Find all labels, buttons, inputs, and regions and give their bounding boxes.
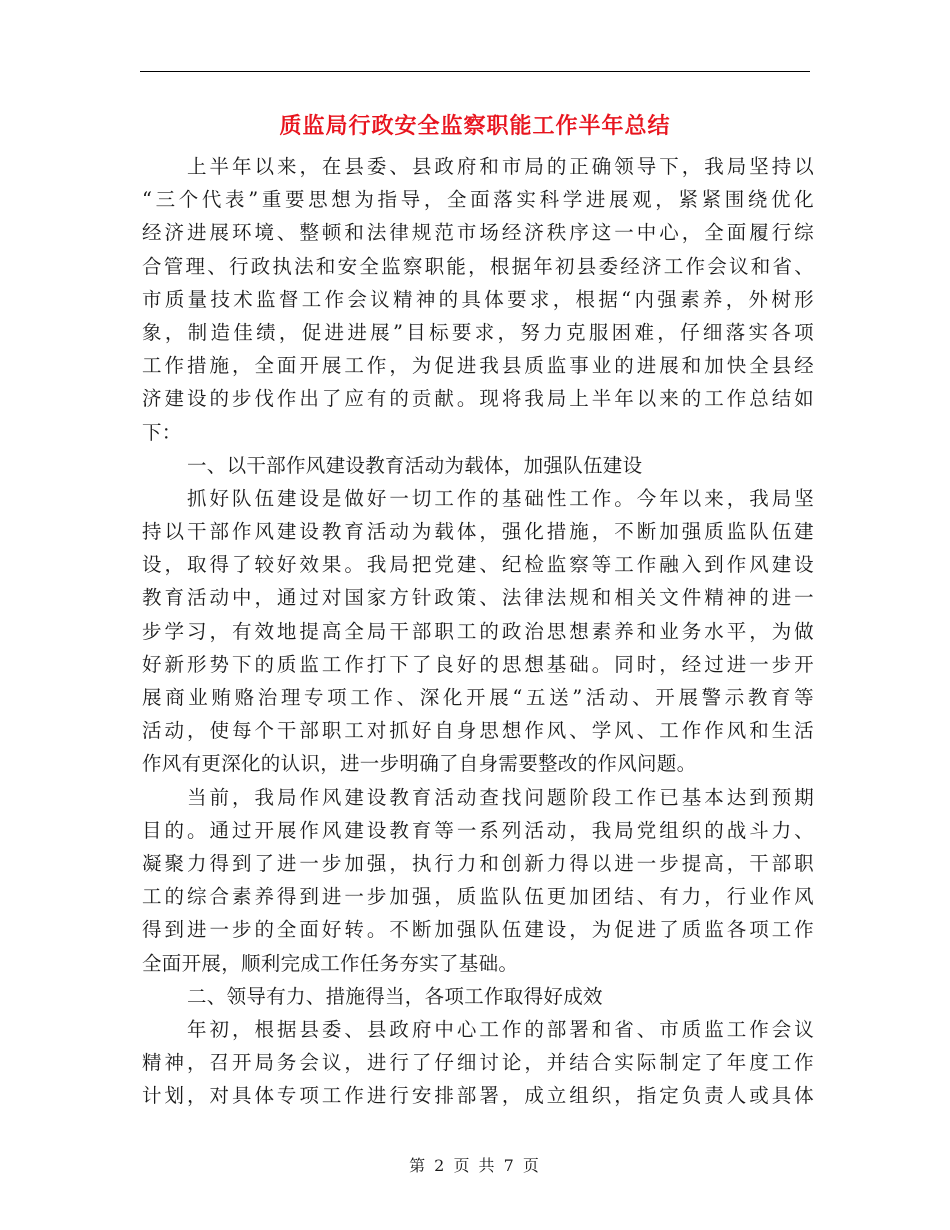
text-line: 合管理、行政执法和安全监察职能，根据年初县委经济工作会议和省、 — [142, 254, 814, 278]
text-line: 教育活动中，通过对国家方针政策、法律法规和相关文件精神的进一 — [142, 586, 814, 610]
text-line: 象，制造佳绩，促进进展”目标要求，努力克服困难，仔细落实各项 — [142, 320, 814, 344]
text-line: 当前，我局作风建设教育活动查找问题阶段工作已基本达到预期 — [187, 785, 814, 809]
text-line: 抓好队伍建设是做好一切工作的基础性工作。今年以来，我局坚 — [187, 486, 814, 510]
text-line: 济建设的步伐作出了应有的贡献。现将我局上半年以来的工作总结如 — [142, 387, 814, 411]
text-line: 持以干部作风建设教育活动为载体，强化措施，不断加强质监队伍建 — [142, 520, 814, 544]
section-heading: 二、领导有力、措施得当，各项工作取得好成效 — [187, 984, 603, 1008]
section-heading: 一、以干部作风建设教育活动为载体，加强队伍建设 — [187, 453, 643, 477]
text-line: 作风有更深化的认识，进一步明确了自身需要整改的作风问题。 — [142, 752, 697, 776]
header-rule — [140, 71, 810, 72]
text-line: 好新形势下的质监工作打下了良好的思想基础。同时，经过进一步开 — [142, 652, 814, 676]
text-line: 年初，根据县委、县政府中心工作的部署和省、市质监工作会议 — [187, 1017, 814, 1041]
text-line: 凝聚力得到了进一步加强，执行力和创新力得以进一步提高，干部职 — [142, 851, 814, 875]
text-line: 步学习，有效地提高全局干部职工的政治思想素养和业务水平，为做 — [142, 619, 814, 643]
text-line: 得到进一步的全面好转。不断加强队伍建设，为促进了质监各项工作 — [142, 918, 814, 942]
text-line: 计划，对具体专项工作进行安排部署，成立组织，指定负责人或具体 — [142, 1084, 814, 1108]
text-line: 展商业贿赂治理专项工作、深化开展“五送”活动、开展警示教育等 — [142, 686, 814, 709]
page-number-footer: 第 2 页 共 7 页 — [409, 1156, 541, 1175]
text-line: 工作措施，全面开展工作，为促进我县质监事业的进展和加快全县经 — [142, 354, 814, 378]
text-line: 经济进展环境、整顿和法律规范市场经济秩序这一中心，全面履行综 — [142, 221, 814, 245]
text-line: 下： — [142, 420, 182, 444]
document-title: 质监局行政安全监察职能工作半年总结 — [279, 113, 671, 139]
text-line: 目的。通过开展作风建设教育等一系列活动，我局党组织的战斗力、 — [142, 818, 814, 842]
text-line: 市质量技术监督工作会议精神的具体要求，根据“内强素养，外树形 — [142, 287, 814, 311]
text-line: 活动，使每个干部职工对抓好自身思想作风、学风、工作作风和生活 — [142, 719, 814, 743]
text-line: 工的综合素养得到进一步加强，质监队伍更加团结、有力，行业作风 — [142, 885, 814, 909]
text-line: 全面开展，顺利完成工作任务夯实了基础。 — [142, 951, 519, 975]
text-line: 上半年以来，在县委、县政府和市局的正确领导下，我局坚持以 — [187, 155, 814, 178]
text-line: “三个代表”重要思想为指导，全面落实科学进展观，紧紧围绕优化 — [142, 188, 814, 212]
text-line: 精神，召开局务会议，进行了仔细讨论，并结合实际制定了年度工作 — [142, 1051, 814, 1075]
document-body — [142, 150, 814, 1112]
text-line: 设，取得了较好效果。我局把党建、纪检监察等工作融入到作风建设 — [142, 553, 814, 577]
